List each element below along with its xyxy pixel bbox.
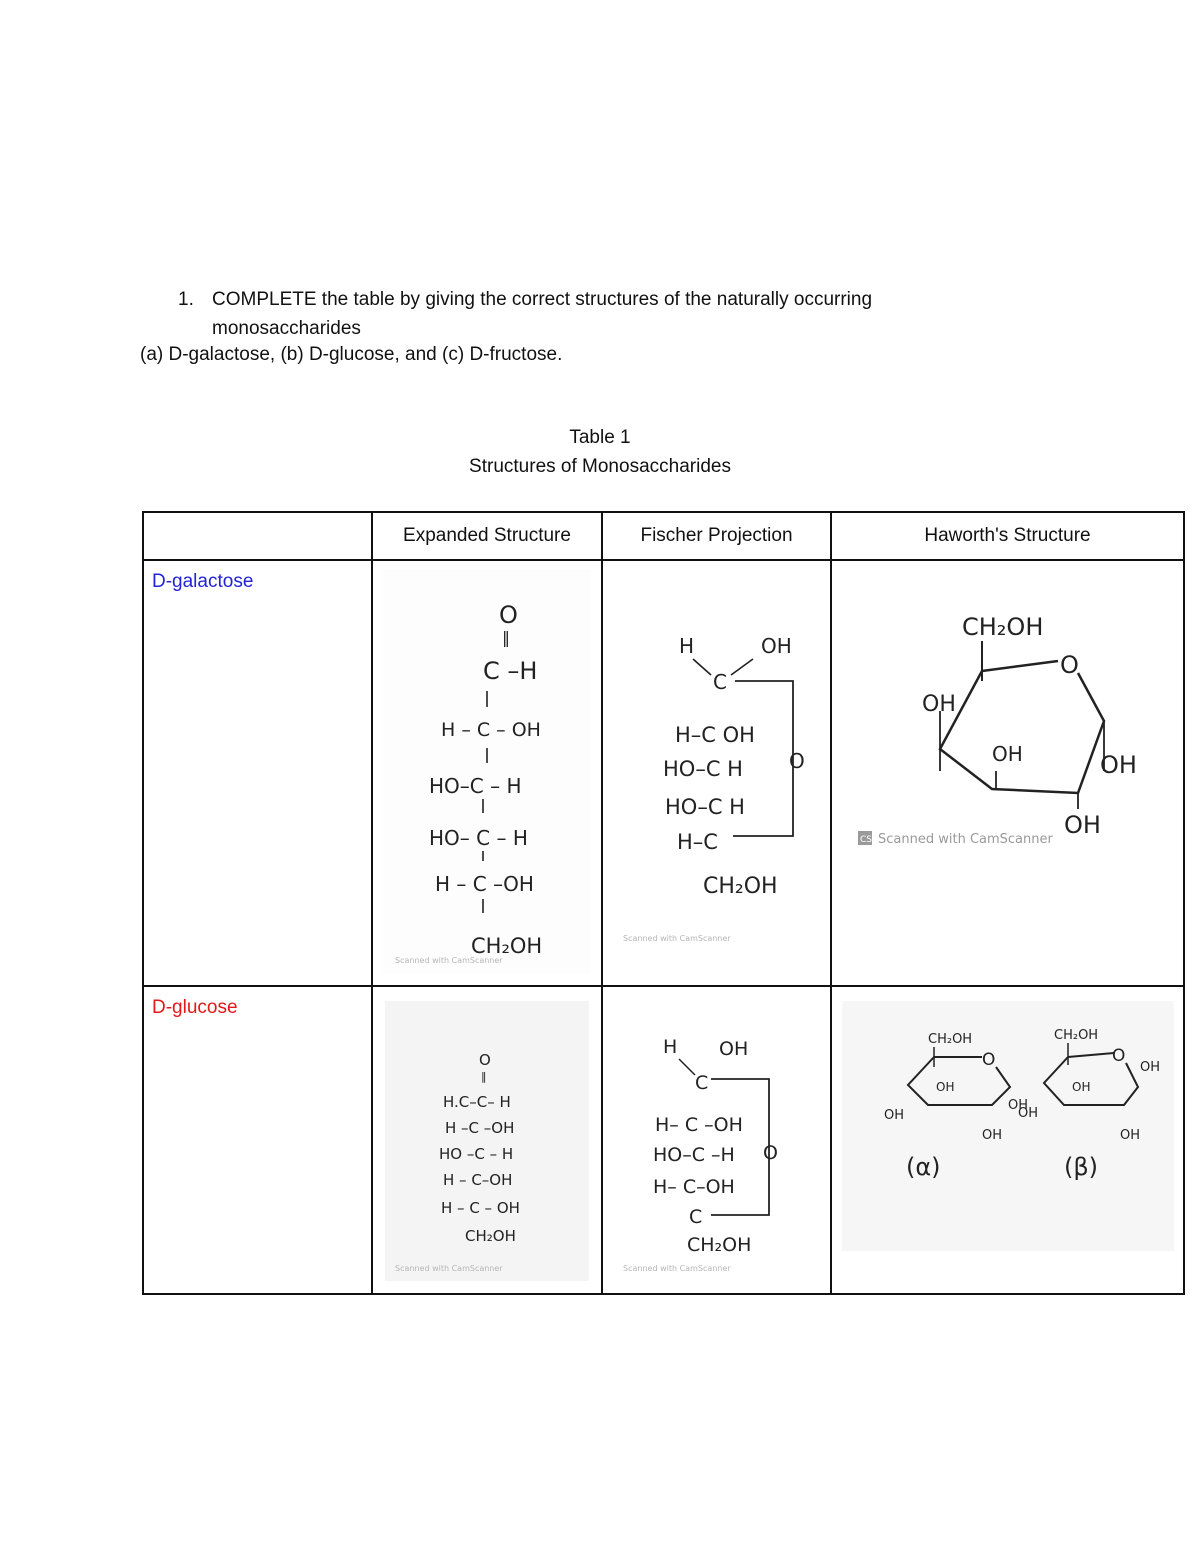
c2-row: H–C OH bbox=[675, 723, 755, 747]
beta-ring-oxygen: O bbox=[1112, 1046, 1126, 1066]
anomeric-carbon: C bbox=[695, 1072, 709, 1094]
question-number: 1. bbox=[178, 289, 194, 310]
camscanner-logo-text: CS bbox=[860, 835, 872, 845]
ring-oxygen: O bbox=[789, 749, 805, 773]
glucose-haworth-drawing bbox=[832, 987, 1183, 1291]
table-header-row bbox=[143, 512, 1184, 560]
ring-oxygen: O bbox=[1060, 651, 1079, 679]
c3-row: HO–C H bbox=[663, 757, 743, 781]
c5-row: H–C bbox=[677, 830, 718, 854]
alpha-c3-oh: OH bbox=[936, 1080, 955, 1094]
glucose-fischer-drawing bbox=[603, 987, 830, 1291]
c2-row: H – C – OH bbox=[441, 719, 541, 741]
question-subparts: (a) D-galactose, (b) D-glucose, and (c) D-fructose. bbox=[140, 344, 563, 365]
header-haworth-structure: Haworth's Structure bbox=[831, 512, 1184, 560]
camscanner-watermark: Scanned with CamScanner bbox=[878, 832, 1053, 847]
row-label-cell bbox=[143, 986, 372, 1294]
header-fischer-projection: Fischer Projection bbox=[602, 512, 831, 560]
anomeric-h: H bbox=[679, 634, 695, 658]
ring-ch2oh: CH₂OH bbox=[962, 613, 1044, 641]
beta-c2-oh: OH bbox=[1120, 1128, 1141, 1143]
table-row-galactose bbox=[143, 560, 1184, 986]
question-text-line2: monosaccharides bbox=[212, 318, 361, 339]
c4-row: H – C–OH bbox=[443, 1171, 513, 1189]
header-empty bbox=[143, 512, 372, 560]
c1-oh: OH bbox=[1100, 751, 1137, 779]
carbonyl-oxygen: O bbox=[479, 1051, 491, 1069]
ring-oxygen: O bbox=[763, 1142, 778, 1164]
glucose-expanded-drawing bbox=[373, 987, 601, 1291]
c3-oh: OH bbox=[992, 742, 1023, 766]
galactose-fischer-cell bbox=[602, 560, 831, 986]
beta-c1-oh: OH bbox=[1140, 1060, 1161, 1075]
beta-c3-oh: OH bbox=[1072, 1080, 1091, 1094]
question-text-line1: COMPLETE the table by giving the correct structures of the naturally occurring bbox=[212, 289, 873, 310]
galactose-haworth-drawing bbox=[832, 561, 1183, 983]
c6-ch2oh: CH₂OH bbox=[687, 1234, 752, 1256]
camscanner-watermark: Scanned with CamScanner bbox=[623, 934, 731, 943]
alpha-c2-oh: OH bbox=[982, 1128, 1003, 1143]
galactose-haworth-cell bbox=[831, 560, 1184, 986]
c3-row: HO –C – H bbox=[439, 1145, 514, 1163]
alpha-ch2oh: CH₂OH bbox=[928, 1032, 973, 1047]
beta-label: (β) bbox=[1064, 1153, 1099, 1181]
carbonyl-oxygen: O bbox=[499, 601, 518, 629]
camscanner-watermark: Scanned with CamScanner bbox=[395, 1264, 503, 1273]
c6-ch2oh: CH₂OH bbox=[703, 874, 778, 899]
glucose-expanded-cell bbox=[372, 986, 602, 1294]
table-caption-title: Table 1 bbox=[569, 427, 631, 448]
c2-row: H– C –OH bbox=[655, 1114, 743, 1136]
c6-ch2oh: CH₂OH bbox=[465, 1227, 516, 1245]
table-caption-subtitle: Structures of Monosaccharides bbox=[469, 456, 731, 477]
c2-oh: OH bbox=[1064, 811, 1101, 839]
double-bond: ‖ bbox=[481, 1070, 487, 1083]
alpha-ring-oxygen: O bbox=[982, 1050, 996, 1070]
c6-ch2oh: CH₂OH bbox=[471, 934, 543, 958]
c3-row: HO–C – H bbox=[429, 774, 522, 798]
galactose-expanded-drawing bbox=[373, 561, 601, 983]
aldehyde-carbon: C –H bbox=[483, 657, 538, 685]
c2-row: H –C –OH bbox=[445, 1119, 515, 1137]
glucose-haworth-cell bbox=[831, 986, 1184, 1294]
beta-c4-oh: OH bbox=[1018, 1106, 1039, 1121]
anomeric-oh: OH bbox=[761, 634, 792, 658]
beta-ch2oh: CH₂OH bbox=[1054, 1028, 1099, 1043]
anomeric-carbon: C bbox=[713, 670, 727, 694]
alpha-c4-oh: OH bbox=[884, 1108, 905, 1123]
c5-row: H – C –OH bbox=[435, 872, 534, 896]
row-label-galactose: D-galactose bbox=[152, 571, 254, 592]
monosaccharide-table bbox=[142, 511, 1185, 1295]
anomeric-oh: OH bbox=[719, 1038, 749, 1060]
c4-oh: OH bbox=[922, 692, 956, 717]
camscanner-watermark: Scanned with CamScanner bbox=[395, 956, 503, 965]
galactose-expanded-cell bbox=[372, 560, 602, 986]
c5-row: H – C – OH bbox=[441, 1199, 520, 1217]
table-row-glucose bbox=[143, 986, 1184, 1294]
c4-row: HO– C – H bbox=[429, 826, 528, 850]
anomeric-h: H bbox=[663, 1036, 678, 1058]
galactose-fischer-drawing bbox=[603, 561, 830, 983]
c4-row: H– C–OH bbox=[653, 1176, 735, 1198]
c1-row: H.C–C– H bbox=[443, 1093, 511, 1111]
camscanner-watermark: Scanned with CamScanner bbox=[623, 1264, 731, 1273]
row-label-glucose: D-glucose bbox=[152, 997, 238, 1018]
c5-row: C bbox=[689, 1206, 703, 1228]
double-bond: ‖ bbox=[502, 628, 510, 647]
row-label-cell bbox=[143, 560, 372, 986]
c3-row: HO–C –H bbox=[653, 1144, 735, 1166]
header-expanded-structure: Expanded Structure bbox=[372, 512, 602, 560]
c4-row: HO–C H bbox=[665, 795, 745, 819]
alpha-c1-oh: OH bbox=[1008, 1098, 1029, 1113]
glucose-fischer-cell bbox=[602, 986, 831, 1294]
alpha-label: (α) bbox=[906, 1153, 941, 1181]
